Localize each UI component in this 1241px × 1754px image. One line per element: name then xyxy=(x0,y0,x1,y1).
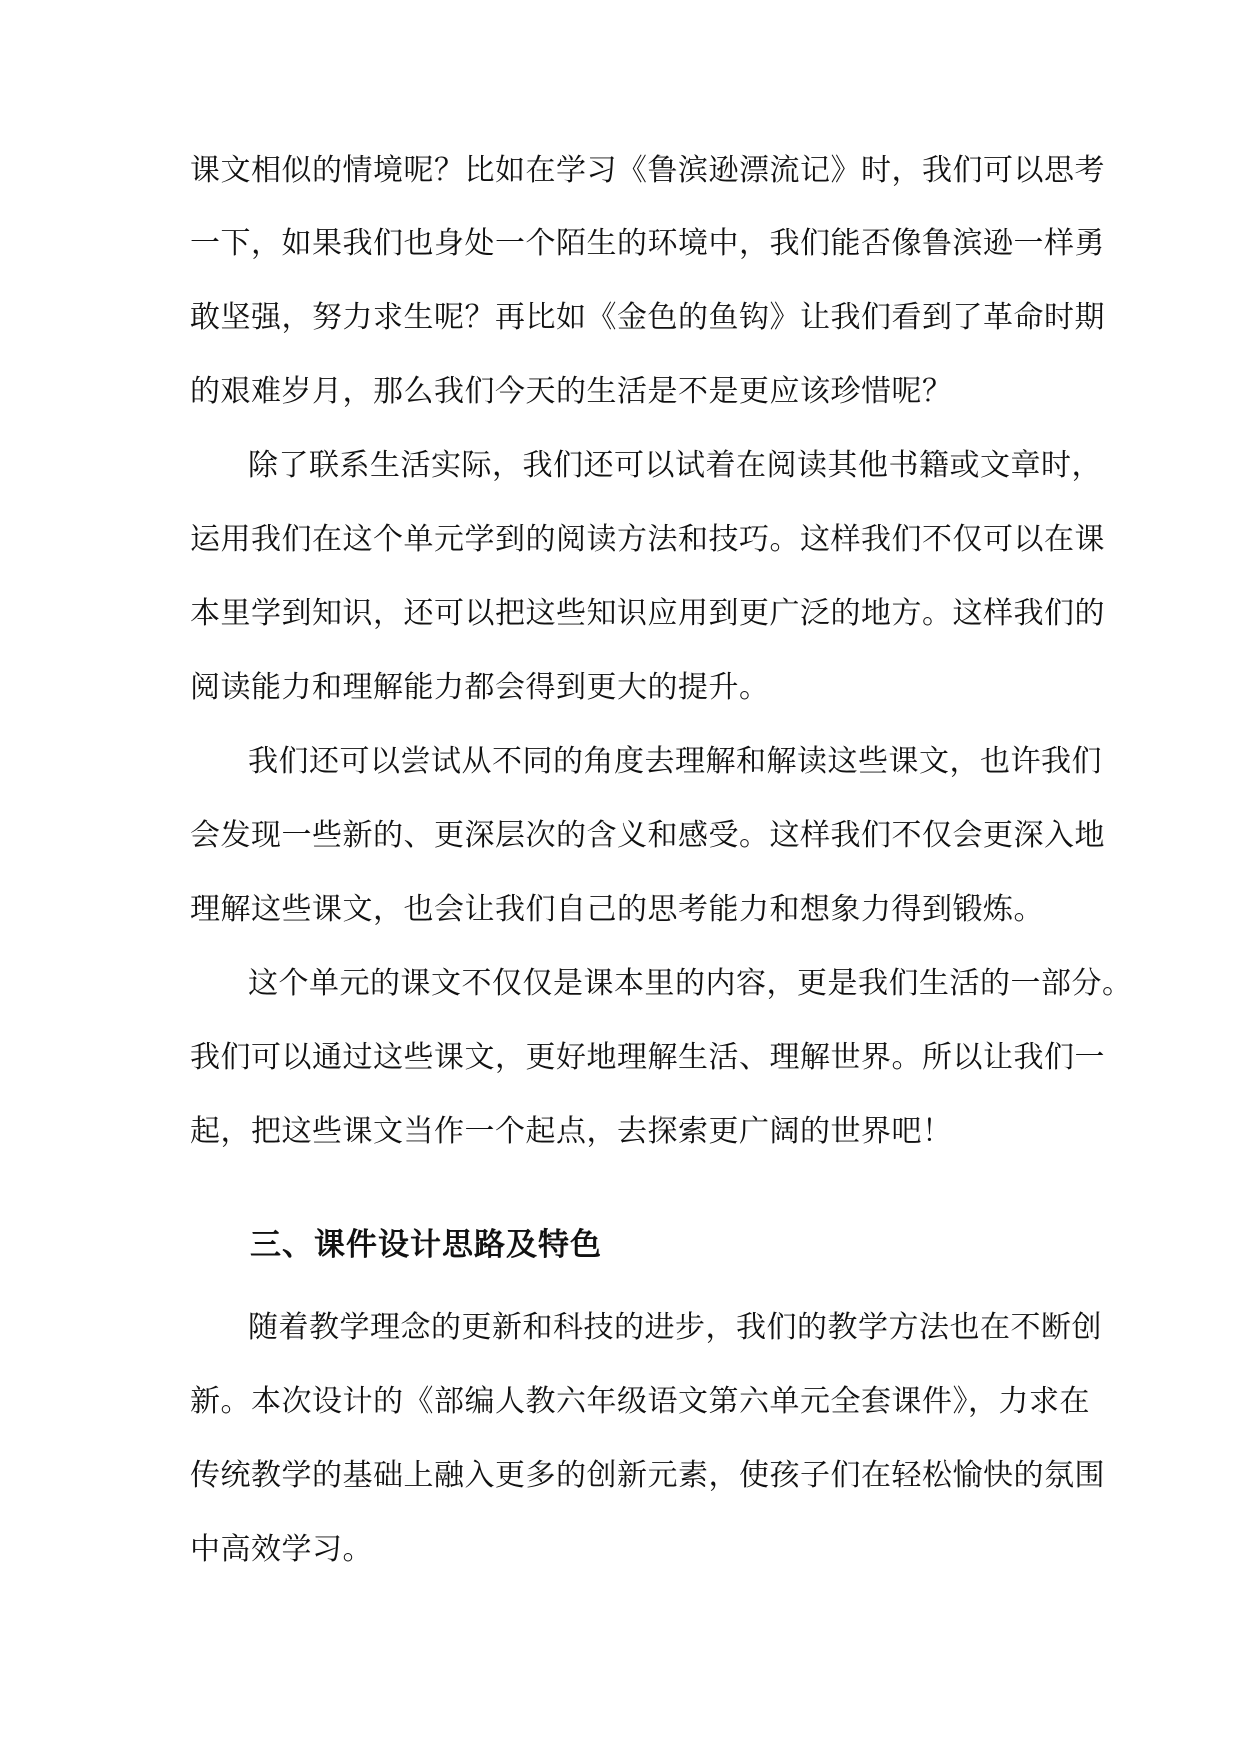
section-paragraph-line-3: 传统教学的基础上融入更多的创新元素，使孩子们在轻松愉快的氛围 xyxy=(190,1458,1105,1493)
paragraph-3-line-3: 理解这些课文，也会让我们自己的思考能力和想象力得到锻炼。 xyxy=(190,892,1044,927)
paragraph-4-line-2: 我们可以通过这些课文，更好地理解生活、理解世界。所以让我们一 xyxy=(190,1040,1105,1075)
paragraph-3-line-1: 我们还可以尝试从不同的角度去理解和解读这些课文，也许我们 xyxy=(248,744,1102,779)
paragraph-2-line-3: 本里学到知识，还可以把这些知识应用到更广泛的地方。这样我们的 xyxy=(190,596,1105,631)
paragraph-2-line-1: 除了联系生活实际，我们还可以试着在阅读其他书籍或文章时， xyxy=(248,448,1102,483)
paragraph-2-line-2: 运用我们在这个单元学到的阅读方法和技巧。这样我们不仅可以在课 xyxy=(190,522,1105,557)
section-paragraph-line-2: 新。本次设计的《部编人教六年级语文第六单元全套课件》，力求在 xyxy=(190,1384,1090,1419)
paragraph-1-line-2: 一下，如果我们也身处一个陌生的环境中，我们能否像鲁滨逊一样勇 xyxy=(190,226,1105,261)
paragraph-1-line-4: 的艰难岁月，那么我们今天的生活是不是更应该珍惜呢？ xyxy=(190,374,953,409)
paragraph-3-line-2: 会发现一些新的、更深层次的含义和感受。这样我们不仅会更深入地 xyxy=(190,818,1105,853)
paragraph-2-line-4: 阅读能力和理解能力都会得到更大的提升。 xyxy=(190,670,770,705)
paragraph-4-line-3: 起，把这些课文当作一个起点，去探索更广阔的世界吧！ xyxy=(190,1114,953,1149)
section-paragraph-line-1: 随着教学理念的更新和科技的进步，我们的教学方法也在不断创 xyxy=(248,1310,1102,1345)
section-paragraph-line-4: 中高效学习。 xyxy=(190,1532,373,1567)
paragraph-1-line-1: 课文相似的情境呢？比如在学习《鲁滨逊漂流记》时，我们可以思考 xyxy=(190,153,1105,188)
paragraph-1-line-3: 敢坚强，努力求生呢？再比如《金色的鱼钩》让我们看到了革命时期 xyxy=(190,300,1105,335)
paragraph-4-line-1: 这个单元的课文不仅仅是课本里的内容，更是我们生活的一部分。 xyxy=(248,966,1133,1001)
section-heading: 三、课件设计思路及特色 xyxy=(250,1227,602,1263)
